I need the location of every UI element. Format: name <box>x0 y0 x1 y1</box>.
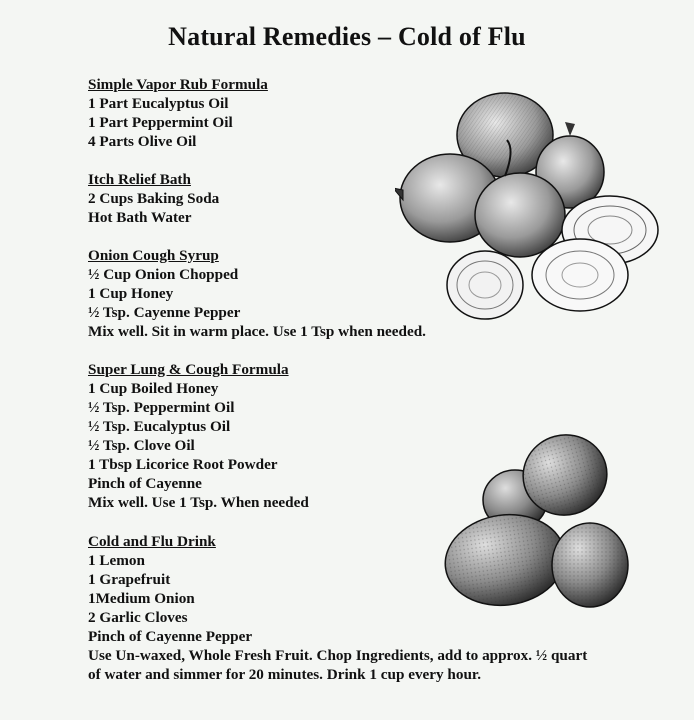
ingredient-line: 4 Parts Olive Oil <box>88 133 197 150</box>
vapor-rub-section <box>88 75 268 151</box>
page-title: Natural Remedies – Cold of Flu <box>168 22 526 51</box>
section-heading: Super Lung & Cough Formula <box>88 361 289 378</box>
ingredient-line: 1 Cup Boiled Honey <box>88 380 219 397</box>
ingredient-line: 1 Part Eucalyptus Oil <box>88 95 229 112</box>
instruction-line: Use Un-waxed, Whole Fresh Fruit. Chop Ingredients, add to approx. ½ quart of water and simmer for 20 minutes. Drink 1 cup every hour. <box>88 647 588 683</box>
ingredient-line: 1 Part Peppermint Oil <box>88 114 233 131</box>
itch-relief-section <box>88 170 219 227</box>
ingredient-line: ½ Tsp. Cayenne Pepper <box>88 304 241 321</box>
ingredient-line: Pinch of Cayenne Pepper <box>88 628 253 645</box>
ingredient-line: ½ Tsp. Eucalyptus Oil <box>88 418 231 435</box>
ingredient-line: 1 Lemon <box>88 552 145 569</box>
lung-cough-section <box>88 360 309 512</box>
section-heading: Cold and Flu Drink <box>88 533 216 550</box>
ingredient-line: 1Medium Onion <box>88 590 195 607</box>
ingredient-line: ½ Tsp. Peppermint Oil <box>88 399 235 416</box>
ingredient-line: Pinch of Cayenne <box>88 475 202 492</box>
ingredient-line: Hot Bath Water <box>88 209 192 226</box>
section-heading: Onion Cough Syrup <box>88 247 219 264</box>
onion-syrup-section <box>88 246 426 341</box>
section-heading: Itch Relief Bath <box>88 171 191 188</box>
ingredient-line: 1 Grapefruit <box>88 571 171 588</box>
instruction-line: Mix well. Use 1 Tsp. When needed <box>88 494 309 511</box>
ingredient-line: ½ Tsp. Clove Oil <box>88 437 195 454</box>
ingredient-line: ½ Cup Onion Chopped <box>88 266 239 283</box>
ingredient-line: 2 Cups Baking Soda <box>88 190 220 207</box>
onions-illustration <box>395 80 665 340</box>
ingredient-line: 1 Tbsp Licorice Root Powder <box>88 456 278 473</box>
ingredient-line: 1 Cup Honey <box>88 285 174 302</box>
instruction-line: Mix well. Sit in warm place. Use 1 Tsp when needed. <box>88 323 426 340</box>
citrus-illustration <box>440 430 640 620</box>
ingredient-line: 2 Garlic Cloves <box>88 609 188 626</box>
section-heading: Simple Vapor Rub Formula <box>88 76 268 93</box>
onion-shape <box>475 173 565 257</box>
